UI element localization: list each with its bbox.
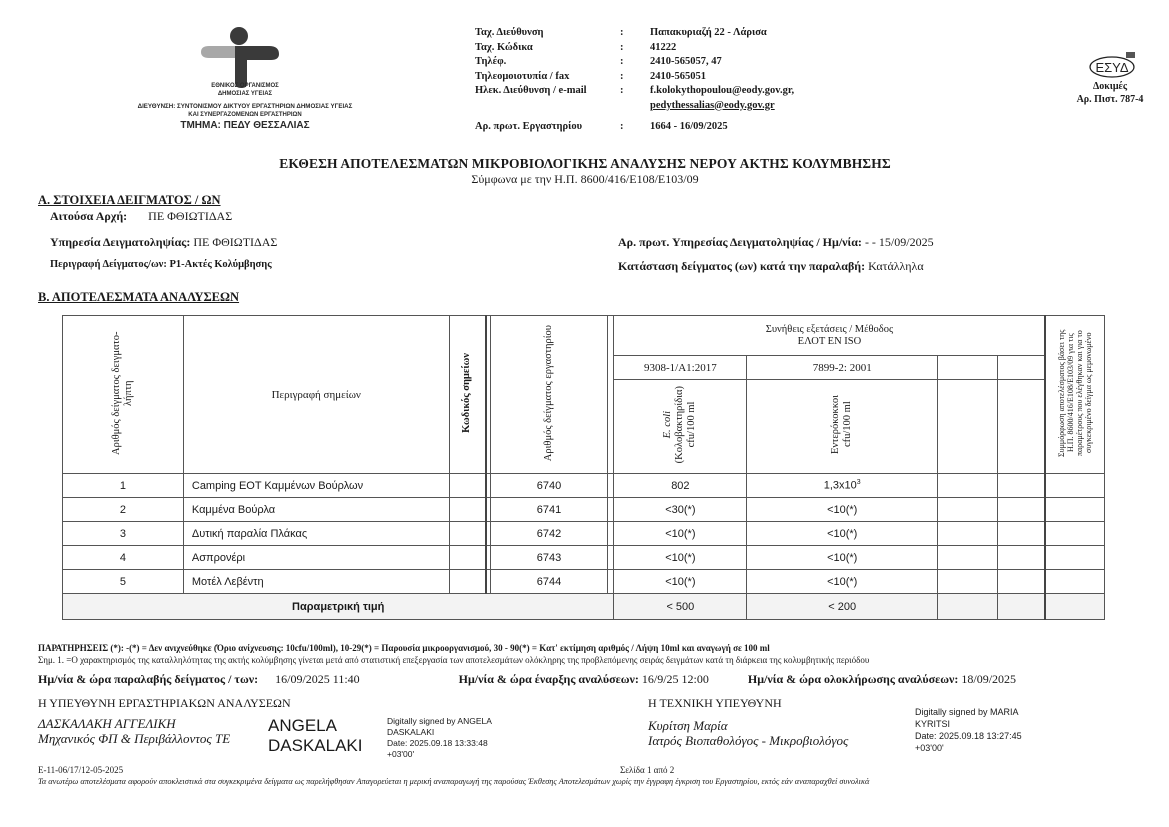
- parametric-ecoli: < 500: [614, 594, 747, 620]
- form-code: Ε-11-06/17/12-05-2025: [38, 765, 124, 775]
- separator: :: [620, 121, 624, 132]
- sample-description: Μοτέλ Λεβέντη: [183, 570, 449, 594]
- description-label: Περιγραφή Δείγματος/ων:: [50, 259, 167, 270]
- sample-code: [449, 546, 486, 570]
- contact-label: Ηλεκ. Διεύθυνση / e-mail: [475, 85, 587, 96]
- accreditation-text: [1060, 80, 1160, 106]
- requesting-label: Αιτούσα Αρχή:: [50, 209, 128, 223]
- contact-label: Ταχ. Κώδικα: [475, 41, 533, 53]
- lab-manager-signature: [268, 716, 363, 756]
- empty-cell: [998, 570, 1046, 594]
- empty-cell: [1045, 594, 1104, 620]
- contact-value: [650, 84, 900, 112]
- digital-line: Date: 2025.09.18 13:33:48: [387, 738, 488, 748]
- empty-cell: [998, 474, 1046, 498]
- ecoli-value: <30(*): [614, 498, 747, 522]
- compliance-cell: [1045, 546, 1104, 570]
- parametric-label: Παραμετρική τιμή: [63, 594, 614, 620]
- empty-cell: [938, 498, 998, 522]
- digital-line: Digitally signed by MARIA: [915, 707, 1019, 717]
- sampling-service: [50, 235, 277, 250]
- sample-no: 5: [63, 570, 184, 594]
- sampling-protocol-label: Αρ. πρωτ. Υπηρεσίας Δειγματοληψίας / Ημ/νία:: [618, 235, 862, 249]
- separator: :: [620, 56, 624, 67]
- param-unit: cfu/100 ml: [842, 402, 854, 448]
- table-row: [63, 570, 1105, 594]
- method-9308: 9308-1/A1:2017: [614, 356, 747, 380]
- empty-cell: [998, 498, 1046, 522]
- eody-logo-icon: [195, 26, 285, 88]
- header-text: Κωδικός σημείων: [461, 353, 473, 433]
- email-link-1[interactable]: f.kolokythopoulou@eody.gov.gr,: [650, 85, 795, 96]
- requesting-value: ΠΕ ΦΘΙΩΤΙΔΑΣ: [148, 209, 233, 223]
- sample-description: [50, 259, 272, 270]
- methods-title: Συνήθεις εξετάσεις / Μέθοδος: [765, 323, 894, 335]
- sample-description: Ασπρονέρι: [183, 546, 449, 570]
- param-name: E. coli: [662, 411, 674, 439]
- end-label: Ημ/νία & ώρα ολοκλήρωσης αναλύσεων:: [747, 672, 959, 686]
- entero-base: 1,3x10: [823, 479, 857, 492]
- org-name-line2: ΔΗΜΟΣΙΑΣ ΥΓΕΙΑΣ: [217, 91, 273, 97]
- table-row: [63, 522, 1105, 546]
- sample-no: 1: [63, 474, 184, 498]
- sampling-protocol: [618, 235, 934, 250]
- digital-line: Digitally signed by ANGELA: [387, 716, 492, 726]
- compliance-cell: [1045, 522, 1104, 546]
- directorate-line1: ΔΙΕΥΘΥΝΣΗ: ΣΥΝΤΟΝΙΣΜΟΥ ΔΙΚΤΥΟΥ ΕΡΓΑΣΤΗΡΙΩΝ ΔΗΜΟΣΙΑΣ ΥΓΕΙΑΣ: [137, 103, 353, 110]
- header-text: Συμμόρφωση αποτελέσματος βάσει της Η.Π. 8600/416/Ε108/Ε103/09 για τις παραμέτρους που ελέγθηκαν και για το συγκεκριμένο δείγμα ως μεμονωμένο: [1057, 329, 1094, 457]
- compliance-cell: [1045, 498, 1104, 522]
- parametric-entero: < 200: [747, 594, 938, 620]
- esyd-accreditation-icon: [1088, 52, 1138, 78]
- analysis-times: [38, 672, 1078, 687]
- notes-line1: ΠΑΡΑΤΗΡΗΣΕΙΣ (*): -(*) = Δεν ανιχνεύθηκε (Όριο ανίχνευσης: 10cfu/100ml), 10-29(*) = Παρουσία μικροοργανισμού, 30 - 90(*) = Κατ' εκτίμηση αριθμός / Λήψη 10ml και αναγωγή σε 100 ml: [38, 643, 770, 653]
- compliance-cell: [1045, 474, 1104, 498]
- technical-manager-digital-signature: [915, 706, 1022, 754]
- contact-row-email: [475, 84, 900, 112]
- header-text: Αριθμός δείγματος δειγματο-λήπτη: [110, 331, 134, 455]
- sample-code: [449, 498, 486, 522]
- digital-line: Date: 2025.09.18 13:27:45: [915, 731, 1022, 741]
- contact-row-address: [475, 26, 900, 41]
- email-link-2[interactable]: pedythessalias@eody.gov.gr: [650, 99, 775, 111]
- digital-line: DASKALAKI: [387, 727, 435, 737]
- lab-manager-role: Η ΥΠΕΥΘΥΝΗ ΕΡΓΑΣΤΗΡΙΑΚΩΝ ΑΝΑΛΥΣΕΩΝ: [38, 696, 291, 710]
- entero-exponent: 3: [856, 479, 861, 487]
- col-header-sample-no: [63, 316, 184, 474]
- lab-no: 6742: [490, 522, 608, 546]
- notes-block: [38, 642, 869, 666]
- contact-block: [475, 26, 900, 135]
- separator: :: [620, 85, 624, 96]
- empty-cell: [938, 594, 998, 620]
- sample-code: [449, 570, 486, 594]
- results-table: [62, 315, 1105, 629]
- page-number: Σελίδα 1 από 2: [620, 765, 675, 775]
- condition-label: Κατάσταση δείγματος (ων) κατά την παραλαβή:: [618, 259, 866, 273]
- lab-no: 6741: [490, 498, 608, 522]
- entero-value: <10(*): [747, 498, 938, 522]
- ecoli-value: <10(*): [614, 522, 747, 546]
- param-name: Εντερόκοκκοι: [830, 395, 842, 455]
- param-unit: cfu/100 ml: [686, 402, 698, 448]
- org-name-line1: ΕΘΝΙΚΟΣ ΟΡΓΑΝΙΣΜΟΣ: [211, 83, 279, 89]
- digital-line: +03'00': [915, 743, 944, 753]
- disclaimer: Τα ανωτέρω αποτελέσματα αφορούν αποκλειστικά στα συγκεκριμένα δείγματα ως παρελήφθησαν Απαγορεύεται η μερική αναπαραγωγή της παρούσας Έκθεσης Αποτελεσμάτων χωρίς την έγγραφη έγκριση του Εργαστηρίου, εκτός εάν αναπαραχθεί συνολικά: [38, 777, 870, 786]
- receipt-value: 16/09/2025 11:40: [275, 672, 360, 686]
- receipt-label: Ημ/νία & ώρα παραλαβής δείγματος / των:: [38, 672, 259, 686]
- sample-code: [449, 474, 486, 498]
- lab-no: 6743: [490, 546, 608, 570]
- param-ecoli: [614, 380, 747, 474]
- lab-manager-title: Μηχανικός ΦΠ & Περιβάλλοντος ΤΕ: [38, 731, 231, 746]
- signature-line2: DASKALAKI: [268, 736, 363, 755]
- technical-manager-title: Ιατρός Βιοπαθολόγος - Μικροβιολόγος: [648, 733, 849, 748]
- entero-value: <10(*): [747, 522, 938, 546]
- empty-cell: [998, 380, 1046, 474]
- col-header-compliance: [1045, 316, 1104, 474]
- technical-manager-name-block: [648, 718, 848, 748]
- separator: :: [620, 41, 624, 53]
- contact-label: Ταχ. Διεύθυνση: [475, 27, 544, 38]
- methods-standard: ΕΛΟΤ ΕΝ ISO: [797, 335, 862, 347]
- section-b-heading: Β. ΑΠΟΤΕΛΕΣΜΑΤΑ ΑΝΑΛΥΣΕΩΝ: [38, 290, 240, 304]
- contact-label: Τηλέφ.: [475, 56, 507, 67]
- description-value: Ρ1-Ακτές Κολύμβησης: [169, 259, 272, 270]
- parametric-value-row: [63, 594, 1105, 620]
- empty-cell: [998, 594, 1046, 620]
- requesting-authority: [50, 209, 232, 224]
- param-sub: (Κολοβακτηρίδια): [674, 386, 686, 464]
- empty-cell: [938, 356, 998, 380]
- lab-manager-digital-signature: [387, 716, 492, 760]
- contact-value: 41222: [650, 41, 677, 53]
- compliance-cell: [1045, 570, 1104, 594]
- empty-cell: [938, 546, 998, 570]
- entero-value: <10(*): [747, 546, 938, 570]
- lab-no: 6740: [490, 474, 608, 498]
- empty-cell: [938, 380, 998, 474]
- entero-value: [747, 474, 938, 498]
- lab-protocol-value: 1664 - 16/09/2025: [650, 121, 728, 132]
- method-7899: 7899-2: 2001: [747, 356, 938, 380]
- contact-label: Τηλεομοιοτυπία / fax: [475, 70, 570, 82]
- header-text: Αριθμός δείγματος εργαστηρίου: [543, 324, 554, 462]
- sample-description: Δυτική παραλία Πλάκας: [183, 522, 449, 546]
- empty-cell: [938, 570, 998, 594]
- digital-line: +03'00': [387, 749, 415, 759]
- digital-line: KYRITSI: [915, 719, 951, 729]
- empty-cell: [998, 356, 1046, 380]
- ecoli-value: 802: [614, 474, 747, 498]
- methods-header: [614, 316, 1046, 356]
- contact-row-postcode: [475, 41, 900, 56]
- contact-value: Παπακυριαζή 22 - Λάρισα: [650, 27, 767, 38]
- lab-no: 6744: [490, 570, 608, 594]
- department-name: ΤΜΗΜΑ: ΠΕΔΥ ΘΕΣΣΑΛΙΑΣ: [180, 120, 310, 131]
- col-header-description: Περιγραφή σημείων: [183, 316, 449, 474]
- directorate-line2: ΚΑΙ ΣΥΝΕΡΓΑΖΟΜΕΝΩΝ ΕΡΓΑΣΤΗΡΙΩΝ: [188, 112, 302, 118]
- signature-line1: ANGELA: [268, 716, 337, 735]
- contact-row-phone: [475, 55, 900, 70]
- sampling-value: ΠΕ ΦΘΙΩΤΙΔΑΣ: [193, 235, 278, 249]
- empty-cell: [998, 522, 1046, 546]
- section-a-heading: Α. ΣΤΟΙΧΕΙΑ ΔΕΙΓΜΑΤΟΣ / ΩΝ: [38, 193, 221, 207]
- notes-line2: Σημ. 1. =Ο χαρακτηρισμός της καταλληλότητας της ακτής κολύμβησης γίνεται μετά από στατιστική επεξεργασία των αποτελεσμάτων ολόκληρης της προβλεπόμενης σειράς δειγμάτων κατά τη διάρκεια της κολυμβητικής περιόδου: [38, 655, 870, 665]
- sample-description: Καμμένα Βούρλα: [183, 498, 449, 522]
- ecoli-value: <10(*): [614, 570, 747, 594]
- col-header-code: [449, 316, 486, 474]
- sampling-label: Υπηρεσία Δειγματοληψίας:: [50, 235, 191, 249]
- start-label: Ημ/νία & ώρα έναρξης αναλύσεων:: [458, 672, 639, 686]
- table-row: [63, 546, 1105, 570]
- table-row: [63, 498, 1105, 522]
- accreditation-type: Δοκιμές: [1092, 81, 1128, 92]
- contact-value: 2410-565051: [650, 70, 706, 82]
- lab-manager-name: ΔΑΣΚΑΛΑΚΗ ΑΓΓΕΛΙΚΗ: [38, 716, 176, 731]
- report-title: ΕΚΘΕΣΗ ΑΠΟΤΕΛΕΣΜΑΤΩΝ ΜΙΚΡΟΒΙΟΛΟΓΙΚΗΣ ΑΝΑΛΥΣΗΣ ΝΕΡΟΥ ΑΚΤΗΣ ΚΟΛΥΜΒΗΣΗΣ: [279, 156, 891, 171]
- organization-caption: [110, 82, 380, 132]
- sample-no: 3: [63, 522, 184, 546]
- report-subtitle: Σύμφωνα με την Η.Π. 8600/416/Ε108/Ε103/09: [471, 172, 699, 186]
- empty-cell: [938, 522, 998, 546]
- sample-condition: [618, 259, 924, 274]
- table-row: [63, 474, 1105, 498]
- table-header-row: [63, 316, 1105, 356]
- end-value: 18/09/2025: [961, 672, 1017, 686]
- start-value: 16/9/25 12:00: [641, 672, 709, 686]
- sampling-protocol-value: - - 15/09/2025: [864, 235, 934, 249]
- lab-protocol-row: [475, 120, 900, 135]
- accreditation-number: Αρ. Πιστ. 787-4: [1076, 94, 1144, 105]
- col-header-lab-no: [490, 316, 608, 474]
- sample-description: Camping ΕΟΤ Καμμένων Βούρλων: [183, 474, 449, 498]
- contact-value: 2410-565057, 47: [650, 56, 722, 67]
- technical-manager-role: Η ΤΕΧΝΙΚΗ ΥΠΕΥΘΥΝΗ: [648, 696, 782, 710]
- technical-manager-name: Κυρίτση Μαρία: [648, 718, 728, 733]
- entero-value: <10(*): [747, 570, 938, 594]
- separator: :: [620, 27, 624, 38]
- lab-protocol-label: Αρ. πρωτ. Εργαστηρίου: [475, 121, 583, 132]
- ecoli-value: <10(*): [614, 546, 747, 570]
- sample-no: 2: [63, 498, 184, 522]
- empty-cell: [998, 546, 1046, 570]
- sample-no: 4: [63, 546, 184, 570]
- condition-value: Κατάλληλα: [868, 259, 924, 273]
- sample-code: [449, 522, 486, 546]
- svg-text:ΕΣΥΔ: ΕΣΥΔ: [1095, 60, 1129, 75]
- lab-manager-name-block: [38, 716, 230, 746]
- param-enterococci: [747, 380, 938, 474]
- contact-row-fax: [475, 70, 900, 85]
- separator: :: [620, 70, 624, 82]
- empty-cell: [938, 474, 998, 498]
